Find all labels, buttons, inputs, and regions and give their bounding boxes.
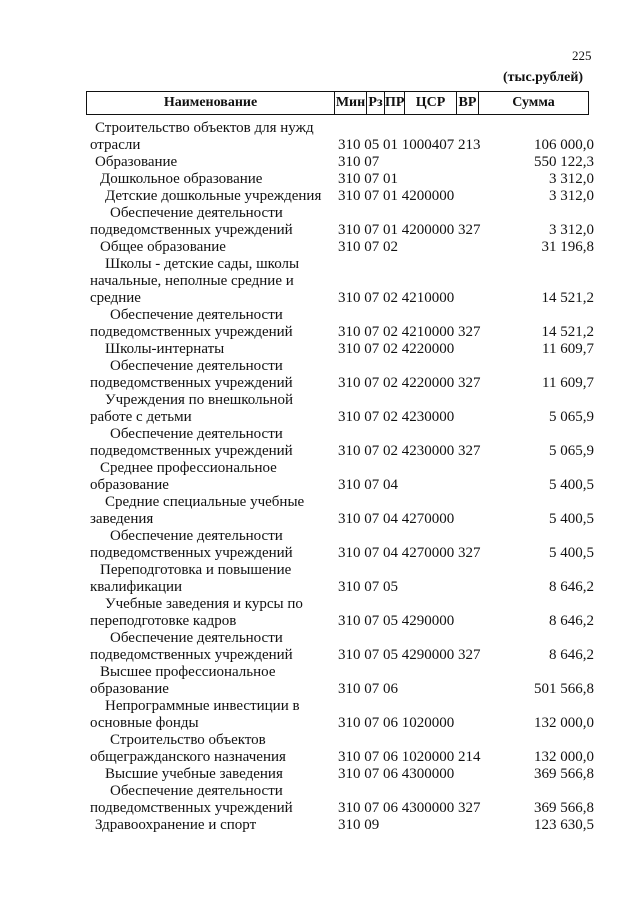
row-name-line: Учреждения по внешкольной bbox=[105, 392, 293, 408]
row-code: 310 07 05 bbox=[338, 579, 398, 595]
row-code: 310 07 02 4230000 bbox=[338, 409, 455, 425]
row-amount: 5 400,5 bbox=[549, 511, 594, 527]
row-code: 310 07 01 4200000 bbox=[338, 188, 455, 204]
row-name-line: основные фонды bbox=[90, 715, 199, 731]
table-row bbox=[0, 698, 640, 732]
row-name bbox=[90, 494, 335, 528]
row-name bbox=[90, 766, 335, 783]
table-row bbox=[0, 171, 640, 188]
row-code: 310 07 01 4200000 327 bbox=[338, 222, 481, 238]
row-name bbox=[90, 426, 335, 460]
row-amount: 3 312,0 bbox=[549, 188, 594, 204]
row-name-line: Строительство объектов для нужд bbox=[95, 120, 314, 136]
table-row bbox=[0, 630, 640, 664]
row-name-line: Дошкольное образование bbox=[100, 171, 263, 187]
table-row bbox=[0, 188, 640, 205]
row-name-line: образование bbox=[90, 681, 169, 697]
table-row bbox=[0, 664, 640, 698]
col-csr-header: ЦСР bbox=[405, 92, 457, 114]
row-name bbox=[90, 732, 335, 766]
row-name-line: подведомственных учреждений bbox=[90, 647, 293, 663]
row-name bbox=[90, 664, 335, 698]
table-header bbox=[86, 91, 589, 115]
row-name-line: Учебные заведения и курсы по bbox=[105, 596, 303, 612]
row-name bbox=[90, 120, 335, 154]
row-amount: 5 400,5 bbox=[549, 545, 594, 561]
table-row bbox=[0, 426, 640, 460]
row-amount: 8 646,2 bbox=[549, 613, 594, 629]
table-row bbox=[0, 358, 640, 392]
col-min-header: Мин bbox=[335, 92, 367, 114]
row-name bbox=[90, 562, 335, 596]
row-name bbox=[90, 528, 335, 562]
row-name-line: подведомственных учреждений bbox=[90, 222, 293, 238]
row-amount: 106 000,0 bbox=[534, 137, 594, 153]
row-name-line: Высшие учебные заведения bbox=[105, 766, 283, 782]
row-amount: 550 122,3 bbox=[534, 154, 594, 170]
row-name-line: Обеспечение деятельности bbox=[110, 783, 283, 799]
table-row bbox=[0, 817, 640, 834]
row-amount: 5 065,9 bbox=[549, 443, 594, 459]
row-code: 310 07 02 4220000 327 bbox=[338, 375, 481, 391]
row-name bbox=[90, 341, 335, 358]
row-name bbox=[90, 783, 335, 817]
row-name-line: начальные, неполные средние и bbox=[90, 273, 294, 289]
row-code: 310 07 05 4290000 bbox=[338, 613, 455, 629]
row-name-line: Среднее профессиональное bbox=[100, 460, 277, 476]
row-name bbox=[90, 358, 335, 392]
table-row bbox=[0, 392, 640, 426]
table-row bbox=[0, 205, 640, 239]
table-row bbox=[0, 528, 640, 562]
row-code: 310 07 02 4210000 327 bbox=[338, 324, 481, 340]
row-name-line: подведомственных учреждений bbox=[90, 443, 293, 459]
row-name-line: подведомственных учреждений bbox=[90, 800, 293, 816]
row-name bbox=[90, 205, 335, 239]
row-name bbox=[90, 698, 335, 732]
row-amount: 3 312,0 bbox=[549, 222, 594, 238]
table-row bbox=[0, 256, 640, 307]
row-name-line: общегражданского назначения bbox=[90, 749, 286, 765]
row-amount: 11 609,7 bbox=[542, 375, 594, 391]
row-name bbox=[90, 239, 335, 256]
table-row bbox=[0, 494, 640, 528]
row-name-line: переподготовке кадров bbox=[90, 613, 237, 629]
row-amount: 3 312,0 bbox=[549, 171, 594, 187]
row-code: 310 07 06 1020000 214 bbox=[338, 749, 481, 765]
row-name-line: Обеспечение деятельности bbox=[110, 630, 283, 646]
row-name bbox=[90, 188, 335, 205]
row-code: 310 05 01 1000407 213 bbox=[338, 137, 481, 153]
row-amount: 132 000,0 bbox=[534, 715, 594, 731]
row-code: 310 07 bbox=[338, 154, 380, 170]
row-code: 310 07 06 1020000 bbox=[338, 715, 455, 731]
row-name-line: Обеспечение деятельности bbox=[110, 205, 283, 221]
row-name-line: средние bbox=[90, 290, 141, 306]
row-name-line: подведомственных учреждений bbox=[90, 324, 293, 340]
col-rz-header: Рз bbox=[367, 92, 385, 114]
col-sum-header: Сумма bbox=[512, 95, 555, 110]
table-row bbox=[0, 154, 640, 171]
row-amount: 5 400,5 bbox=[549, 477, 594, 493]
row-name-line: подведомственных учреждений bbox=[90, 545, 293, 561]
row-name-line: образование bbox=[90, 477, 169, 493]
row-name-line: квалификации bbox=[90, 579, 183, 595]
row-amount: 11 609,7 bbox=[542, 341, 594, 357]
row-amount: 132 000,0 bbox=[534, 749, 594, 765]
row-name-line: отрасли bbox=[90, 137, 141, 153]
row-code: 310 07 04 4270000 327 bbox=[338, 545, 481, 561]
row-amount: 369 566,8 bbox=[534, 766, 594, 782]
row-amount: 14 521,2 bbox=[541, 324, 594, 340]
table-row bbox=[0, 307, 640, 341]
row-name-line: Высшее профессиональное bbox=[100, 664, 276, 680]
units-label: (тыс.рублей) bbox=[503, 70, 584, 85]
row-name bbox=[90, 817, 335, 834]
row-code: 310 07 02 bbox=[338, 239, 398, 255]
row-name-line: Здравоохранение и спорт bbox=[95, 817, 257, 833]
row-amount: 5 065,9 bbox=[549, 409, 594, 425]
row-name bbox=[90, 596, 335, 630]
row-code: 310 07 02 4230000 327 bbox=[338, 443, 481, 459]
row-code: 310 09 bbox=[338, 817, 380, 833]
col-pr-header: ПР bbox=[385, 92, 405, 114]
row-name-line: Переподготовка и повышение bbox=[100, 562, 292, 578]
table-row bbox=[0, 341, 640, 358]
table-row bbox=[0, 460, 640, 494]
row-code: 310 07 04 bbox=[338, 477, 398, 493]
row-name bbox=[90, 460, 335, 494]
row-name-line: Обеспечение деятельности bbox=[110, 307, 283, 323]
row-name-line: Непрограммные инвестиции в bbox=[105, 698, 300, 714]
row-name-line: Обеспечение деятельности bbox=[110, 528, 283, 544]
row-amount: 8 646,2 bbox=[549, 579, 594, 595]
page-number: 225 bbox=[572, 48, 592, 63]
row-name bbox=[90, 171, 335, 188]
row-code: 310 07 06 4300000 bbox=[338, 766, 455, 782]
row-code: 310 07 06 4300000 327 bbox=[338, 800, 481, 816]
table-row bbox=[0, 732, 640, 766]
row-code: 310 07 01 bbox=[338, 171, 398, 187]
row-name-line: Строительство объектов bbox=[110, 732, 266, 748]
row-amount: 14 521,2 bbox=[541, 290, 594, 306]
table-row bbox=[0, 239, 640, 256]
row-name-line: Общее образование bbox=[100, 239, 226, 255]
row-name-line: Обеспечение деятельности bbox=[110, 426, 283, 442]
row-amount: 31 196,8 bbox=[541, 239, 594, 255]
table-row bbox=[0, 120, 640, 154]
row-amount: 369 566,8 bbox=[534, 800, 594, 816]
row-amount: 8 646,2 bbox=[549, 647, 594, 663]
row-code: 310 07 06 bbox=[338, 681, 398, 697]
row-name-line: Школы - детские сады, школы bbox=[105, 256, 300, 272]
row-name bbox=[90, 256, 335, 307]
row-code: 310 07 04 4270000 bbox=[338, 511, 455, 527]
row-name-line: Обеспечение деятельности bbox=[110, 358, 283, 374]
row-name bbox=[90, 630, 335, 664]
col-name-header: Наименование bbox=[87, 92, 335, 114]
row-name bbox=[90, 307, 335, 341]
row-name-line: Средние специальные учебные bbox=[105, 494, 305, 510]
table-row bbox=[0, 766, 640, 783]
row-name-line: Школы-интернаты bbox=[105, 341, 225, 357]
row-name-line: Детские дошкольные учреждения bbox=[105, 188, 322, 204]
row-name-line: заведения bbox=[90, 511, 154, 527]
row-name-line: подведомственных учреждений bbox=[90, 375, 293, 391]
row-amount: 123 630,5 bbox=[534, 817, 594, 833]
row-name-line: Образование bbox=[95, 154, 178, 170]
table-row bbox=[0, 596, 640, 630]
table-row bbox=[0, 562, 640, 596]
row-name bbox=[90, 392, 335, 426]
row-name bbox=[90, 154, 335, 171]
row-code: 310 07 02 4220000 bbox=[338, 341, 455, 357]
row-code: 310 07 02 4210000 bbox=[338, 290, 455, 306]
table-row bbox=[0, 783, 640, 817]
row-name-line: работе с детьми bbox=[90, 409, 192, 425]
row-amount: 501 566,8 bbox=[534, 681, 594, 697]
row-code: 310 07 05 4290000 327 bbox=[338, 647, 481, 663]
col-vr-header: ВР bbox=[457, 92, 479, 114]
